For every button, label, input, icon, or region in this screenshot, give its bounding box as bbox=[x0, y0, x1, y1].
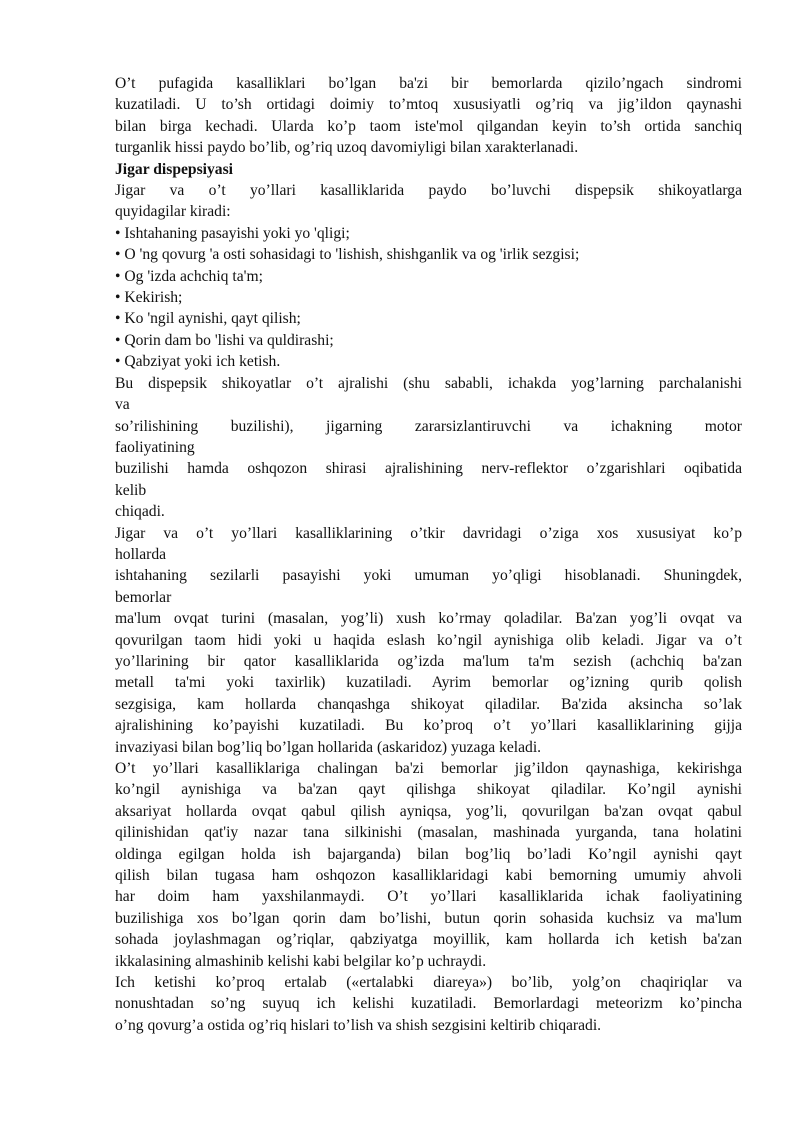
text-line: metall ta'mi yoki taxirlik) kuzatiladi. Ayrim bemorlar og’izning qurib qolish bbox=[115, 674, 742, 692]
text-line: sohada joylashmagan og’riqlar, qabziyatga moyillik, kam hollarda ich ketish ba'zan bbox=[115, 931, 742, 949]
text-line: sezgisiga, kam hollarda chanqashga shikoyat qiladilar. Ba'zida aksincha so’lak bbox=[115, 695, 742, 713]
text-line: O’t yo’llari kasalliklariga chalingan ba'zi bemorlar jig’ildon qaynashiga, kekirishga bbox=[115, 760, 742, 777]
text-line: • Qabziyat yoki ich ketish. bbox=[115, 353, 281, 371]
text-line: buzilishi hamda oshqozon shirasi ajralishining nerv-reflektor o’zgarishlari oqibatida bbox=[115, 460, 742, 478]
text-line: yo’llarining bir qator kasalliklarida og’izda ma'lum ta'm sezish (achchiq ba'zan bbox=[115, 652, 742, 670]
text-line: turganlik hissi paydo bo’lib, og’riq uzoq davomiyligi bilan xarakterlanadi. bbox=[115, 139, 579, 157]
text-line: hollarda bbox=[115, 545, 167, 563]
text-line: kuzatiladi. U to’sh ortidagi doimiy to’mtoq xususiyatli og’riq va jig’ildon qaynashi bbox=[115, 96, 742, 114]
text-line: Jigar va o’t yo’llari kasalliklarining o’tkir davridagi o’ziga xos xususiyat ko’p bbox=[115, 524, 742, 542]
text-line: o’ng qovurg’a ostida og’riq hislari to’lish va shish sezgisini keltirib chiqaradi. bbox=[115, 1016, 602, 1034]
text-line: Ich ketishi ko’proq ertalab («ertalabki diareya») bo’lib, yolg’on chaqiriqlar va bbox=[115, 974, 742, 992]
text-line: chiqadi. bbox=[115, 503, 165, 521]
text-line: qovurilgan taom hidi yoki u haqida eslash ko’ngil aynishiga olib keladi. Jigar va o’t bbox=[115, 631, 742, 649]
text-line: • Ishtahaning pasayishi yoki yo 'qligi; bbox=[115, 224, 350, 242]
text-line: kelib bbox=[115, 481, 147, 499]
text-line: • Kekirish; bbox=[115, 289, 183, 307]
text-line: • Qorin dam bo 'lishi va quldirashi; bbox=[115, 331, 334, 349]
text-line: qilinishidan qat'iy nazar tana silkinishi (masalan, mashinada yurganda, tana holatini bbox=[115, 824, 742, 842]
text-line: bilan birga kechadi. Ularda ko’p taom iste'mol qilgandan keyin to’sh ortida sanchiq bbox=[115, 117, 742, 135]
text-line: ikkalasining almashinib kelishi kabi belgilar ko’p uchraydi. bbox=[115, 952, 487, 970]
text-line: ishtahaning sezilarli pasayishi yoki umuman yo’qligi hisoblanadi. Shuningdek, bbox=[115, 567, 742, 585]
text-line: va bbox=[115, 396, 130, 414]
text-line: • Og 'izda achchiq ta'm; bbox=[115, 267, 263, 285]
text-line: buzilishiga xos bo’lgan qorin dam bo’lishi, butun qorin sohasida kuchsiz va ma'lum bbox=[115, 909, 742, 927]
text-line: har doim ham yaxshilanmaydi. O’t yo’llari kasalliklarida ichak faoliyatining bbox=[115, 888, 742, 906]
text-line: O’t pufagida kasalliklari bo’lgan ba'zi bir bemorlarda qizilo’ngach sindromi bbox=[115, 75, 742, 92]
text-line: qilish bilan tugasa ham oshqozon kasalliklaridagi kabi bemorning umumiy ahvoli bbox=[115, 867, 742, 885]
text-line: faoliyatining bbox=[115, 438, 195, 456]
text-line: aksariyat hollarda ovqat qabul qilish ayniqsa, yog’li, qovurilgan ba'zan ovqat qabul bbox=[115, 802, 742, 820]
text-line: • Ko 'ngil aynishi, qayt qilish; bbox=[115, 310, 301, 328]
text-line: • O 'ng qovurg 'a osti sohasidagi to 'lishish, shishganlik va og 'irlik sezgisi; bbox=[115, 246, 580, 264]
document-page bbox=[115, 73, 742, 1036]
text-line: bemorlar bbox=[115, 588, 172, 606]
text-line: ma'lum ovqat turini (masalan, yog’li) xush ko’rmay qoladilar. Ba'zan yog’li ovqat va bbox=[115, 610, 742, 628]
text-line: oldinga egilgan holda ish bajarganda) bilan bog’liq bo’ladi Ko’ngil aynishi qayt bbox=[115, 845, 742, 863]
text-line: Bu dispepsik shikoyatlar o’t ajralishi (shu sababli, ichakda yog’larning parchalanishi bbox=[115, 374, 742, 392]
text-line: ajralishining ko’payishi kuzatiladi. Bu ko’proq o’t yo’llari kasalliklarining gijja bbox=[115, 717, 742, 735]
text-line: Jigar va o’t yo’llari kasalliklarida paydo bo’luvchi dispepsik shikoyatlarga bbox=[115, 182, 742, 200]
text-line: ko’ngil aynishiga va ba'zan qayt qilishga shikoyat qiladilar. Ko’ngil aynishi bbox=[115, 781, 742, 799]
section-heading: Jigar dispepsiyasi bbox=[115, 160, 233, 178]
text-line: invaziyasi bilan bog’liq bo’lgan hollarida (askaridoz) yuzaga keladi. bbox=[115, 738, 542, 756]
text-line: so’rilishining buzilishi), jigarning zararsizlantiruvchi va ichakning motor bbox=[115, 417, 742, 435]
text-line: quyidagilar kiradi: bbox=[115, 203, 231, 221]
text-line: nonushtadan so’ng suyuq ich kelishi kuzatiladi. Bemorlardagi meteorizm ko’pincha bbox=[115, 995, 742, 1013]
